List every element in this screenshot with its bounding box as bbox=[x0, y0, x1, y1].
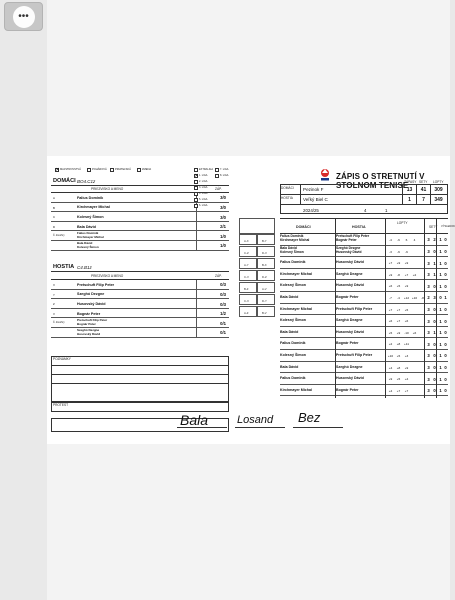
set-score: +3 bbox=[404, 354, 409, 358]
set-score: +9 bbox=[404, 284, 409, 289]
score-divider bbox=[196, 231, 197, 241]
player-name: Szeghó Dezgne bbox=[77, 292, 105, 297]
match-row bbox=[280, 292, 448, 304]
set-score: -10 bbox=[404, 330, 409, 335]
result-home: 0 bbox=[439, 295, 442, 301]
doubles-names: Falius Dominik Kirchmayer Michal bbox=[77, 231, 104, 239]
league-checkbox[interactable] bbox=[194, 192, 198, 196]
result-home: 1 bbox=[439, 306, 442, 312]
match-away-player: Szeghó Dezgne bbox=[336, 364, 363, 369]
match-type-checkbox[interactable] bbox=[87, 168, 91, 172]
pairing-cell bbox=[239, 306, 257, 317]
match-home-player: Falius Dominik Kirchmayer Michal bbox=[280, 234, 310, 242]
match-home-player: Kolesný Šimon bbox=[280, 318, 306, 323]
set-score: +10 bbox=[411, 296, 418, 300]
round-b: 1 bbox=[385, 207, 388, 213]
pairing-code: B-X bbox=[262, 262, 267, 267]
pairing-cell bbox=[257, 234, 275, 245]
sets-away: 0 bbox=[433, 248, 436, 254]
pairing-cell bbox=[257, 294, 275, 305]
match-row bbox=[280, 327, 448, 339]
doubles-score: 1/0 bbox=[220, 233, 226, 239]
match-away-player: Husovský Dávid bbox=[336, 283, 364, 288]
match-away-player: Szeghó Dezgne Husovský Dávid bbox=[336, 245, 362, 254]
home-sets: 41 bbox=[420, 187, 427, 193]
pairing-code: A-X bbox=[244, 238, 249, 243]
set-score: -8 bbox=[421, 296, 424, 300]
result-home: 1 bbox=[439, 330, 442, 336]
match-away-player: Pretschuft Filip Peter bbox=[336, 306, 373, 311]
match-type-label: MAJSTROVSTVÁ bbox=[60, 167, 81, 171]
match-home-player: Falius Dominik bbox=[280, 376, 306, 381]
pairing-code: D-V bbox=[262, 250, 267, 255]
result-home: 1 bbox=[439, 272, 442, 278]
match-type-checkbox[interactable] bbox=[55, 168, 59, 172]
player-score: 0/3 bbox=[220, 291, 226, 297]
player-row bbox=[51, 290, 229, 300]
match-away-player: Szeghó Dezgne bbox=[336, 271, 363, 276]
league-checkbox[interactable] bbox=[215, 174, 219, 178]
sets-home: 2 bbox=[427, 295, 430, 301]
player-header: PRIEZVISKO A MENO bbox=[91, 187, 124, 191]
col-home: DOMÁCI bbox=[296, 225, 311, 229]
league-label: 2. LIGA bbox=[199, 179, 208, 183]
pairing-cell bbox=[257, 306, 275, 317]
league-label: 7. LIGA bbox=[220, 167, 229, 171]
set-score: +7 bbox=[388, 261, 393, 266]
player-row bbox=[51, 222, 229, 232]
player-name: Bognár Peter bbox=[77, 311, 101, 316]
player-letter: V bbox=[53, 311, 55, 316]
set-score: -6 bbox=[405, 249, 408, 254]
match-row bbox=[280, 362, 448, 374]
home-code: BO4.C1z bbox=[77, 178, 96, 184]
league-checkbox[interactable] bbox=[194, 168, 198, 172]
result-home: 1 bbox=[439, 237, 442, 243]
set-score: -4 bbox=[397, 296, 400, 300]
away-balls: 349 bbox=[434, 197, 443, 203]
stat-hdr-2: LOPTY bbox=[433, 180, 444, 184]
round: 4 bbox=[364, 207, 367, 213]
result-away: 0 bbox=[444, 341, 447, 347]
set-score: +6 bbox=[388, 319, 393, 324]
pairing-cell bbox=[239, 234, 257, 245]
match-row bbox=[280, 373, 448, 385]
score-header-away: ZÁP. bbox=[215, 274, 222, 278]
set-score: +8 bbox=[396, 342, 401, 347]
col-result: VÝSLEDOK bbox=[441, 225, 455, 228]
sets-away: 2 bbox=[433, 237, 436, 243]
col-balls: LOPTY bbox=[397, 221, 408, 225]
set-score: +2 bbox=[412, 272, 417, 277]
score-divider bbox=[196, 299, 197, 309]
set-score: +4 bbox=[388, 388, 393, 393]
player-name: Husovský Dávid bbox=[77, 301, 106, 306]
pairing-code: C-V bbox=[244, 274, 249, 279]
league-label: 3. LIGA bbox=[199, 185, 208, 189]
match-row bbox=[280, 385, 448, 397]
player-letter: B bbox=[53, 205, 55, 210]
sets-home: 3 bbox=[427, 318, 430, 324]
stat-hdr-1: SETY bbox=[419, 180, 428, 184]
sets-away: 0 bbox=[433, 353, 436, 359]
match-type-checkbox[interactable] bbox=[110, 168, 114, 172]
sets-away: 0 bbox=[433, 283, 436, 289]
player-name: Falius Dominik bbox=[77, 195, 104, 200]
set-score: +5 bbox=[396, 284, 401, 289]
sets-home: 3 bbox=[427, 283, 430, 289]
stat-hdr-0: ZÁPASY bbox=[404, 180, 417, 184]
set-score: +7 bbox=[404, 388, 409, 393]
match-away-player: Bognár Peter bbox=[336, 341, 359, 346]
match-home-player: Bala Dávid Kolesný Šimon bbox=[280, 245, 304, 254]
set-score: +9 bbox=[396, 261, 401, 266]
match-home-player: Kolesný Šimon bbox=[280, 283, 306, 288]
match-home-player: Bala Dávid bbox=[280, 329, 299, 334]
home-matches: 13 bbox=[406, 187, 413, 193]
away-code: C4.B1z bbox=[77, 264, 92, 270]
match-away-player: Husovský Dávid bbox=[336, 329, 364, 334]
sets-away: 0 bbox=[433, 364, 436, 370]
doubles-row bbox=[51, 328, 229, 338]
result-home: 1 bbox=[439, 341, 442, 347]
match-type-label: ZMENA bbox=[142, 167, 152, 171]
home-team-name: Pezinok F bbox=[303, 187, 324, 192]
set-score: +6 bbox=[388, 284, 393, 289]
pairing-cell bbox=[239, 282, 257, 293]
away-label: HOSTIA bbox=[53, 264, 75, 270]
league-label: 8. LIGA bbox=[220, 173, 229, 177]
player-score: 3/0 bbox=[220, 204, 226, 210]
sets-home: 3 bbox=[427, 376, 430, 382]
league-label: 6. LIGA bbox=[199, 203, 208, 207]
result-away: 0 bbox=[444, 330, 447, 336]
result-away: 0 bbox=[444, 388, 447, 394]
signature-1: Bala bbox=[180, 412, 209, 428]
match-type-checkbox[interactable] bbox=[137, 168, 141, 172]
away-team-name: Veľký Biel C bbox=[303, 197, 328, 202]
set-score: -6 bbox=[397, 249, 400, 254]
result-away: 0 bbox=[444, 353, 447, 359]
match-row bbox=[280, 315, 448, 327]
col-away: HOSTIA bbox=[352, 225, 366, 229]
set-score: +6 bbox=[412, 330, 417, 335]
sets-home: 3 bbox=[427, 330, 430, 336]
set-score: -3 bbox=[389, 249, 392, 254]
sets-home: 3 bbox=[427, 388, 430, 394]
score-divider bbox=[196, 290, 197, 300]
doubles-score: 0/1 bbox=[220, 330, 226, 336]
score-divider bbox=[196, 212, 197, 222]
player-letter: Y bbox=[53, 292, 55, 297]
pairing-code: A-V bbox=[262, 286, 267, 291]
set-score: +5 bbox=[388, 330, 393, 335]
set-score: +8 bbox=[396, 365, 401, 370]
set-score: +10 bbox=[387, 354, 394, 358]
result-away: 0 bbox=[444, 306, 447, 312]
pairing-code: B-Z bbox=[244, 286, 249, 291]
sets-away: 1 bbox=[433, 260, 436, 266]
pairing-cell bbox=[239, 270, 257, 281]
player-letter: D bbox=[53, 224, 56, 229]
pairing-cell bbox=[257, 282, 275, 293]
player-score: 0/3 bbox=[220, 301, 226, 307]
result-away: 0 bbox=[444, 248, 447, 254]
league-label: 4. LIGA bbox=[199, 191, 208, 195]
league-checkbox[interactable] bbox=[194, 204, 198, 208]
set-score: -6 bbox=[397, 238, 400, 242]
match-home-player: Kolesný Šimon bbox=[280, 353, 306, 357]
player-score: 1/2 bbox=[220, 311, 226, 317]
match-away-player: Husovský Dávid bbox=[336, 376, 364, 381]
sets-home: 3 bbox=[427, 341, 430, 347]
set-score: 6 bbox=[405, 238, 408, 242]
pairing-code: D-Z bbox=[262, 274, 267, 279]
match-home-player: Bala Dávid bbox=[280, 364, 299, 369]
match-home-player: Kirchmayer Michal bbox=[280, 271, 312, 276]
player-letter: A bbox=[53, 196, 55, 200]
set-score: +4 bbox=[404, 377, 409, 382]
league-checkbox[interactable] bbox=[194, 186, 198, 190]
match-type-label: PRIATEĽSKÁ bbox=[115, 167, 131, 171]
away-matches: 1 bbox=[408, 197, 411, 203]
result-home: 1 bbox=[439, 318, 442, 324]
set-score: +9 bbox=[388, 377, 393, 382]
set-score: +7 bbox=[388, 307, 393, 312]
player-row bbox=[51, 280, 229, 290]
doubles-names: Bala Dávid Kolesný Šimon bbox=[77, 241, 99, 249]
set-score: +9 bbox=[388, 272, 393, 277]
player-name: Kolesný Šimon bbox=[77, 214, 104, 219]
player-row bbox=[51, 212, 229, 222]
player-letter: Z bbox=[53, 302, 55, 307]
match-away-player: Pretschuft Filip Peter Bognár Peter bbox=[336, 234, 370, 242]
result-away: 0 bbox=[444, 272, 447, 278]
notes-box bbox=[51, 356, 229, 402]
set-score: +11 bbox=[403, 342, 410, 347]
set-score: +4 bbox=[388, 365, 393, 370]
player-row bbox=[51, 299, 229, 309]
set-score: +7 bbox=[396, 319, 401, 324]
sets-home: 3 bbox=[427, 260, 430, 266]
score-divider bbox=[196, 328, 197, 338]
result-home: 1 bbox=[439, 283, 442, 289]
set-score: -4 bbox=[389, 238, 392, 242]
away-row-label: HOSTIA bbox=[281, 196, 293, 200]
pairing-cell bbox=[239, 258, 257, 269]
sets-away: 0 bbox=[433, 341, 436, 347]
result-away: 0 bbox=[444, 364, 447, 370]
doubles-names: Pretschuft Filip Peter Bognár Peter bbox=[77, 318, 108, 326]
result-away: 0 bbox=[444, 237, 447, 243]
match-away-player: Pretschuft Filip Peter bbox=[336, 353, 373, 357]
pairing-header bbox=[239, 218, 275, 234]
protest-label: PROTEST bbox=[53, 403, 69, 407]
match-row bbox=[280, 280, 448, 292]
match-type-label: POHÁROVÁ bbox=[92, 167, 107, 171]
player-name: Kirchmayer Michal bbox=[77, 205, 110, 210]
match-home-player: Falius Dominik bbox=[280, 341, 306, 346]
sets-home: 3 bbox=[427, 248, 430, 254]
home-label: DOMÁCI bbox=[53, 178, 76, 184]
set-score: +2 bbox=[388, 342, 393, 347]
pairing-code: A-Y bbox=[244, 262, 249, 267]
league-label: EXTRALIGA bbox=[199, 167, 214, 171]
doubles-row bbox=[51, 241, 229, 251]
player-row bbox=[51, 309, 229, 319]
match-row bbox=[280, 257, 448, 269]
col-sets: SETY bbox=[429, 225, 438, 229]
result-away: 0 bbox=[444, 283, 447, 289]
set-score: -8 bbox=[397, 272, 400, 277]
sets-away: 1 bbox=[433, 272, 436, 278]
player-letter: C bbox=[53, 215, 56, 220]
score-divider bbox=[196, 318, 197, 328]
pairing-cell bbox=[257, 246, 275, 257]
pairing-code: B-Y bbox=[262, 238, 267, 243]
doubles-label: Č. štvorhry bbox=[53, 321, 65, 325]
sets-home: 3 bbox=[427, 353, 430, 359]
home-balls: 309 bbox=[434, 187, 443, 193]
pairing-code: D-Y bbox=[262, 298, 267, 303]
set-score: +9 bbox=[404, 365, 409, 370]
league-checkbox[interactable] bbox=[194, 198, 198, 202]
league-label: 5. LIGA bbox=[199, 197, 208, 201]
score-sheet bbox=[47, 156, 455, 444]
pairing-code: A-Z bbox=[244, 310, 249, 315]
match-home-player: Bala Dávid bbox=[280, 295, 299, 299]
match-away-player: Husovský Dávid bbox=[336, 260, 364, 265]
league-label: 1. LIGA bbox=[199, 173, 208, 177]
set-score: +9 bbox=[396, 330, 401, 335]
result-home: 1 bbox=[439, 388, 442, 394]
pairing-cell bbox=[239, 294, 257, 305]
sets-away: 1 bbox=[433, 330, 436, 336]
sets-away: 3 bbox=[433, 295, 436, 301]
result-home: 1 bbox=[439, 248, 442, 254]
doubles-names: Szeghó Dezgne Husovský Dávid bbox=[77, 328, 101, 336]
more-dots-icon[interactable]: ••• bbox=[13, 6, 35, 28]
page-thumbnail[interactable] bbox=[4, 2, 43, 31]
result-away: 0 bbox=[444, 376, 447, 382]
match-away-player: Bognár Peter bbox=[336, 295, 359, 299]
player-name: Pretschuft Filip Peter bbox=[77, 282, 115, 287]
sets-home: 3 bbox=[427, 237, 430, 243]
doubles-score: 1/0 bbox=[220, 243, 226, 249]
score-divider bbox=[196, 309, 197, 319]
pairing-cell bbox=[239, 246, 257, 257]
set-score: +5 bbox=[396, 354, 401, 358]
pairing-code: C-Z bbox=[244, 250, 249, 255]
away-sets: 7 bbox=[422, 197, 425, 203]
match-home-player: Falius Dominik bbox=[280, 260, 306, 265]
set-score: +7 bbox=[396, 388, 401, 393]
match-home-player: Kirchmayer Michal bbox=[280, 387, 312, 392]
federation-logo bbox=[319, 168, 331, 182]
set-score: +12 bbox=[403, 296, 410, 300]
signature-3: Bez bbox=[298, 410, 321, 425]
form-title: ZÁPIS O STRETNUTÍ V STOLNOM TENISE bbox=[336, 172, 425, 190]
match-home-player: Kirchmayer Michal bbox=[280, 306, 312, 311]
set-score: +7 bbox=[396, 307, 401, 312]
score-header: ZÁP. bbox=[215, 187, 222, 191]
season: 2024/25 bbox=[303, 207, 319, 213]
set-score: 4 bbox=[413, 238, 416, 242]
match-away-player: Bognár Peter bbox=[336, 387, 359, 392]
set-score: +9 bbox=[404, 261, 409, 266]
set-score: -7 bbox=[389, 296, 392, 300]
result-home: 1 bbox=[439, 364, 442, 370]
signature-2: Losand bbox=[237, 414, 274, 426]
notes-label: POZNÁMKY bbox=[53, 357, 71, 361]
player-name: Bala Dávid bbox=[77, 224, 96, 229]
sets-away: 0 bbox=[433, 306, 436, 312]
player-header-away: PRIEZVISKO A MENO bbox=[91, 274, 124, 278]
match-row bbox=[280, 234, 448, 246]
pairing-code: C-X bbox=[244, 298, 249, 303]
doubles-row bbox=[51, 318, 229, 328]
pairing-code: B-V bbox=[262, 310, 267, 315]
score-divider bbox=[196, 241, 197, 251]
player-score: 0/3 bbox=[220, 282, 226, 288]
pairing-cell bbox=[257, 270, 275, 281]
result-away: 0 bbox=[444, 260, 447, 266]
result-away: 0 bbox=[444, 318, 447, 324]
doubles-row bbox=[51, 231, 229, 241]
set-score: +7 bbox=[404, 272, 409, 277]
league-checkbox[interactable] bbox=[194, 180, 198, 184]
set-score: +5 bbox=[396, 377, 401, 382]
match-row bbox=[280, 304, 448, 316]
doubles-score: 0/1 bbox=[220, 320, 226, 326]
sets-away: 0 bbox=[433, 388, 436, 394]
protest-box bbox=[51, 402, 229, 412]
match-row bbox=[280, 350, 448, 362]
result-away: 1 bbox=[444, 295, 447, 301]
player-score: 3/0 bbox=[220, 195, 226, 201]
sets-away: 0 bbox=[433, 376, 436, 382]
player-score: 3/0 bbox=[220, 214, 226, 220]
sets-home: 3 bbox=[427, 306, 430, 312]
result-home: 1 bbox=[439, 260, 442, 266]
score-divider bbox=[196, 280, 197, 290]
sets-home: 3 bbox=[427, 272, 430, 278]
doubles-label: Č. štvorhry bbox=[53, 234, 65, 238]
home-row-label: DOMÁCI bbox=[281, 186, 294, 190]
match-row bbox=[280, 269, 448, 281]
set-score: +6 bbox=[404, 319, 409, 324]
league-checkbox[interactable] bbox=[194, 174, 198, 178]
result-home: 1 bbox=[439, 376, 442, 382]
match-row bbox=[280, 246, 448, 258]
match-away-player: Szeghó Dezgne bbox=[336, 318, 363, 323]
player-score: 2/1 bbox=[220, 224, 226, 230]
score-divider bbox=[196, 222, 197, 232]
player-letter: X bbox=[53, 283, 55, 287]
sets-away: 0 bbox=[433, 318, 436, 324]
match-row bbox=[280, 338, 448, 350]
sets-home: 3 bbox=[427, 364, 430, 370]
result-home: 1 bbox=[439, 353, 442, 359]
pairing-cell bbox=[257, 258, 275, 269]
league-checkbox[interactable] bbox=[215, 168, 219, 172]
set-score: +5 bbox=[404, 307, 409, 312]
